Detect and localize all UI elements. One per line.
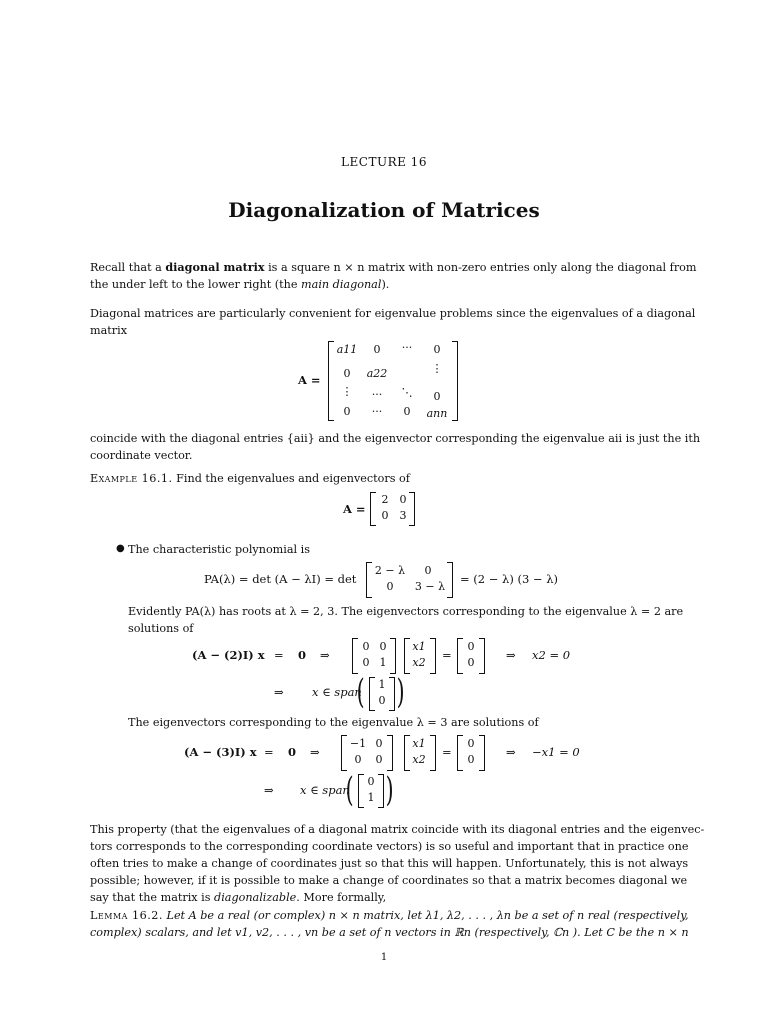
text-run: the under left to the lower right (the — [90, 278, 302, 291]
eq-sign: = — [442, 648, 452, 662]
matrix-cell: 0 — [354, 753, 362, 766]
paragraph-eigen-coincide — [90, 430, 701, 464]
roots-paragraph — [128, 603, 684, 637]
matrix-cell: ··· — [401, 341, 413, 354]
eq-result: x2 = 0 — [532, 648, 571, 662]
text-line: complex) scalars, and let v1, v2, . . . , vn be a set of n vectors in ℝn (respectively, ℂn ). Let C be the n × n — [90, 926, 689, 939]
term-main-diagonal: main diagonal — [301, 278, 382, 291]
matrix-cell: a22 — [366, 367, 388, 380]
vector-cell: 0 — [378, 694, 386, 707]
vector-cell: x1 — [412, 640, 426, 653]
matrix-cell: −1 — [349, 737, 367, 750]
matrix-cell: ··· — [371, 388, 383, 401]
bullet-marker: ● — [116, 543, 125, 554]
page-title: Diagonalization of Matrices — [228, 198, 540, 222]
text-line: solutions of — [128, 622, 194, 635]
implies-symbol: ⇒ — [506, 745, 516, 759]
term-diagonalizable: diagonalizable — [214, 891, 297, 904]
example-heading — [90, 470, 674, 487]
left-paren: ( — [356, 672, 365, 712]
lemma-label: Lemma 16.2. — [90, 909, 163, 922]
text-run: Recall that a — [90, 261, 166, 274]
text-line: The eigenvectors corresponding to the eigenvalue λ = 3 are solutions of — [128, 716, 539, 729]
matrix-cell: 0 — [343, 367, 351, 380]
polynomial-rhs: = (2 − λ) (3 − λ) — [460, 572, 558, 586]
implies-symbol: ⇒ — [320, 648, 330, 662]
vector-cell: 0 — [467, 640, 475, 653]
right-paren: ) — [396, 672, 405, 712]
eq-lhs: (A − (2)I) x — [192, 648, 265, 662]
matrix-cell: 0 — [381, 509, 389, 522]
vector-cell: 0 — [467, 753, 475, 766]
text-line: matrix — [90, 324, 128, 337]
matrix-cell: ⋱ — [401, 386, 413, 399]
matrix-cell: 3 − λ — [414, 580, 446, 593]
term-diagonal-matrix: diagonal matrix — [165, 260, 265, 274]
span-expression: x ∈ span — [300, 783, 350, 797]
text-line: coordinate vector. — [90, 449, 193, 462]
matrix-cell: 0 — [399, 493, 407, 506]
implies-symbol: ⇒ — [274, 685, 284, 699]
vector-cell: x2 — [412, 753, 426, 766]
eq-lhs: (A − (3)I) x — [184, 745, 257, 759]
bullet-text — [128, 541, 712, 558]
zero-vector: 0 — [298, 648, 307, 662]
right-paren: ) — [385, 770, 394, 810]
matrix-a-lhs: A = — [298, 373, 321, 387]
matrix-cell: a11 — [336, 343, 358, 356]
text-line: coincide with the diagonal entries {aii} and the eigenvector corresponding the eigenvalue aii is just the ith — [90, 432, 701, 445]
matrix-cell: ⋮ — [431, 362, 443, 375]
matrix-cell: 0 — [386, 580, 394, 593]
eq-sign: = — [442, 745, 452, 759]
vector-cell: 0 — [467, 737, 475, 750]
example-matrix-lhs: A = — [343, 502, 366, 516]
text-run: is a square n × n matrix with non-zero entries only along the diagonal from — [264, 261, 697, 274]
text-run: Find the eigenvalues and eigenvectors of — [172, 472, 410, 485]
matrix-cell: 0 — [379, 640, 387, 653]
implies-symbol: ⇒ — [506, 648, 516, 662]
matrix-cell: 3 — [399, 509, 407, 522]
matrix-cell: ··· — [371, 405, 383, 418]
matrix-cell: 0 — [433, 390, 441, 403]
text-line: often tries to make a change of coordinates just so that this will happen. Unfortunately, this is not always — [90, 857, 689, 870]
text-run: Let A be a real (or complex) n × n matrix, let λ1, λ2, . . . , λn be a set of n real (respectively, — [162, 909, 689, 922]
intro-paragraph — [90, 259, 697, 293]
polynomial-lhs: PA(λ) = det (A − λI) = det — [204, 572, 357, 586]
matrix-cell: 0 — [373, 343, 381, 356]
vector-cell: 1 — [367, 791, 375, 804]
vector-cell: 1 — [378, 678, 386, 691]
text-line: Evidently PA(λ) has roots at λ = 2, 3. The eigenvectors corresponding to the eigenvalue λ = 2 are — [128, 605, 684, 618]
text-run: . More formally, — [296, 891, 387, 904]
matrix-cell: 0 — [403, 405, 411, 418]
matrix-cell: 0 — [343, 405, 351, 418]
lecture-heading: LECTURE 16 — [341, 155, 427, 169]
matrix-cell: 2 − λ — [374, 564, 406, 577]
text-line: Diagonal matrices are particularly convenient for eigenvalue problems since the eigenvalues of a diagonal — [90, 307, 696, 320]
eigenvector-lambda-3-text — [128, 714, 676, 731]
matrix-cell: 2 — [381, 493, 389, 506]
page-number: 1 — [380, 952, 388, 963]
text-run: ). — [381, 278, 390, 291]
eq-sign: = — [274, 648, 284, 662]
text-run: say that the matrix is — [90, 891, 215, 904]
right-bracket — [452, 341, 458, 421]
vector-cell: 0 — [467, 656, 475, 669]
paragraph-diagonal-convenience — [90, 305, 696, 339]
matrix-cell: 0 — [362, 656, 370, 669]
diagonalizable-paragraph — [90, 821, 705, 906]
matrix-cell: 1 — [379, 656, 387, 669]
matrix-cell: ⋮ — [341, 385, 353, 398]
left-paren: ( — [345, 770, 354, 810]
lemma-paragraph — [90, 907, 689, 941]
span-expression: x ∈ span — [312, 685, 362, 699]
matrix-cell: 0 — [362, 640, 370, 653]
vector-cell: x1 — [412, 737, 426, 750]
example-label: Example 16.1. — [90, 472, 173, 485]
text-line: tors corresponds to the corresponding coordinate vectors) is so useful and important that in practice one — [90, 840, 689, 853]
text-line: possible; however, if it is possible to make a change of coordinates so that a matrix becomes diagonal we — [90, 874, 688, 887]
zero-vector: 0 — [288, 745, 297, 759]
implies-symbol: ⇒ — [310, 745, 320, 759]
eq-result: −x1 = 0 — [532, 745, 580, 759]
vector-cell: 0 — [367, 775, 375, 788]
eq-sign: = — [264, 745, 274, 759]
matrix-cell: 0 — [433, 343, 441, 356]
vector-cell: x2 — [412, 656, 426, 669]
matrix-cell: ann — [426, 407, 448, 420]
matrix-cell: 0 — [375, 753, 383, 766]
text-line: This property (that the eigenvalues of a diagonal matrix coincide with its diagonal entries and the eigenvec- — [90, 823, 705, 836]
text-line: The characteristic polynomial is — [128, 543, 310, 556]
matrix-cell: 0 — [424, 564, 432, 577]
implies-symbol: ⇒ — [264, 783, 274, 797]
matrix-cell: 0 — [375, 737, 383, 750]
